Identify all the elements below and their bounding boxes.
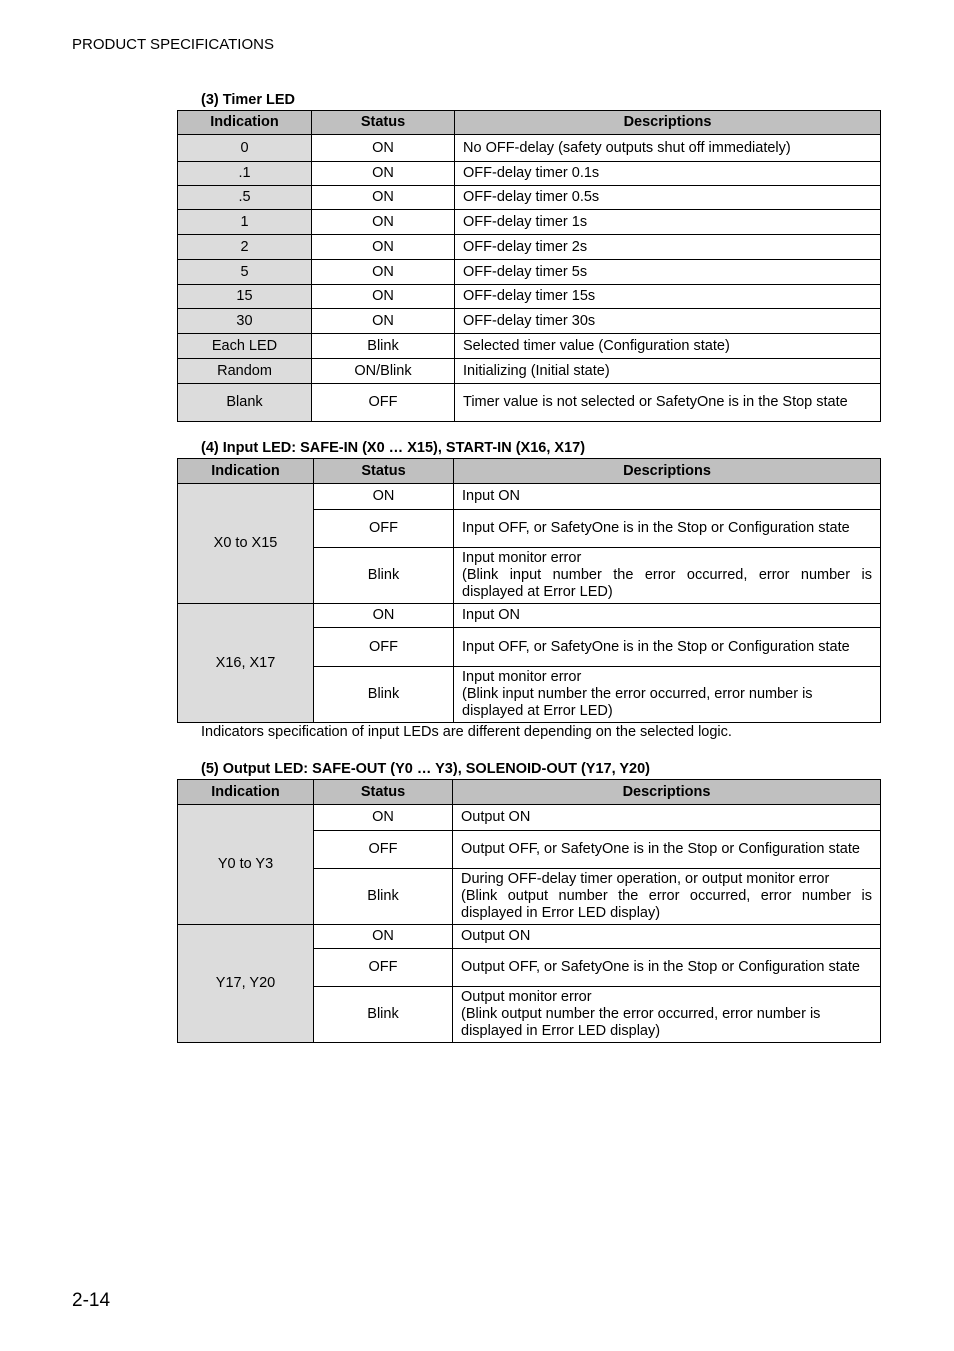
description-cell: OFF-delay timer 5s xyxy=(455,260,881,285)
status-cell: Blink xyxy=(312,334,455,359)
table-header-row xyxy=(178,780,881,805)
indication-cell: 5 xyxy=(178,260,312,285)
descriptions-header: Descriptions xyxy=(455,111,881,135)
descriptions-header: Descriptions xyxy=(454,459,881,484)
indication-cell: 15 xyxy=(178,285,312,309)
description-cell xyxy=(454,667,881,723)
table-row xyxy=(178,260,881,285)
indication-header: Indication xyxy=(178,459,314,484)
table-row xyxy=(178,604,881,628)
indication-cell: X16, X17 xyxy=(178,604,314,723)
description-cell: Initializing (Initial state) xyxy=(455,359,881,384)
status-cell: ON xyxy=(312,162,455,186)
description-line: Input monitor error xyxy=(462,669,582,685)
status-cell: ON xyxy=(312,135,455,162)
table-row xyxy=(178,162,881,186)
status-header: Status xyxy=(312,111,455,135)
table-row xyxy=(178,805,881,831)
table-row xyxy=(178,334,881,359)
output-led-title: (5) Output LED: SAFE-OUT (Y0 … Y3), SOLENOID-OUT (Y17, Y20) xyxy=(201,761,651,777)
description-cell: Timer value is not selected or SafetyOne is in the Stop state xyxy=(455,384,881,422)
status-header: Status xyxy=(314,780,453,805)
status-header: Status xyxy=(314,459,454,484)
description-cell: Output ON xyxy=(453,805,881,831)
status-cell: Blink xyxy=(314,987,453,1043)
description-cell: Input OFF, or SafetyOne is in the Stop or Configuration state xyxy=(454,510,881,548)
description-line: Output monitor error xyxy=(461,989,592,1005)
status-cell: Blink xyxy=(314,667,454,723)
status-cell: OFF xyxy=(314,510,454,548)
status-cell: OFF xyxy=(314,949,453,987)
description-cell xyxy=(453,869,881,925)
indication-header: Indication xyxy=(178,111,312,135)
description-cell xyxy=(453,987,881,1043)
description-cell: Selected timer value (Configuration state) xyxy=(455,334,881,359)
table-row xyxy=(178,925,881,949)
indication-cell: Each LED xyxy=(178,334,312,359)
table-row xyxy=(178,484,881,510)
timer-led-table xyxy=(177,110,881,422)
status-cell: OFF xyxy=(314,628,454,667)
table-row xyxy=(178,210,881,235)
indication-cell: 2 xyxy=(178,235,312,260)
status-cell: Blink xyxy=(314,548,454,604)
description-cell: No OFF-delay (safety outputs shut off immediately) xyxy=(455,135,881,162)
description-cell: Output OFF, or SafetyOne is in the Stop or Configuration state xyxy=(453,949,881,987)
status-cell: OFF xyxy=(314,831,453,869)
description-cell: OFF-delay timer 1s xyxy=(455,210,881,235)
description-cell: Output OFF, or SafetyOne is in the Stop or Configuration state xyxy=(453,831,881,869)
description-cell: Input OFF, or SafetyOne is in the Stop or Configuration state xyxy=(454,628,881,667)
indication-cell: Random xyxy=(178,359,312,384)
status-cell: ON xyxy=(314,604,454,628)
table-row xyxy=(178,285,881,309)
indication-cell: Blank xyxy=(178,384,312,422)
status-cell: ON xyxy=(312,285,455,309)
description-detail: (Blink input number the error occurred, error number is displayed at Error LED) xyxy=(462,567,872,600)
description-cell: Input ON xyxy=(454,604,881,628)
description-detail: (Blink input number the error occurred, error number is displayed at Error LED) xyxy=(462,686,813,719)
page-header: PRODUCT SPECIFICATIONS xyxy=(72,36,274,53)
description-cell: Input ON xyxy=(454,484,881,510)
status-cell: ON xyxy=(312,260,455,285)
description-cell xyxy=(454,548,881,604)
indication-cell: 0 xyxy=(178,135,312,162)
description-cell: OFF-delay timer 30s xyxy=(455,309,881,334)
description-cell: OFF-delay timer 15s xyxy=(455,285,881,309)
description-cell: OFF-delay timer 0.1s xyxy=(455,162,881,186)
input-led-title: (4) Input LED: SAFE-IN (X0 … X15), START-IN (X16, X17) xyxy=(201,440,586,456)
status-cell: Blink xyxy=(314,869,453,925)
status-cell: ON xyxy=(312,210,455,235)
status-cell: ON xyxy=(312,309,455,334)
description-cell: OFF-delay timer 2s xyxy=(455,235,881,260)
description-detail: (Blink output number the error occurred, error number is displayed in Error LED display) xyxy=(461,888,872,921)
table-row xyxy=(178,309,881,334)
description-line: Input monitor error xyxy=(462,550,582,566)
status-cell: ON xyxy=(314,805,453,831)
indication-cell: .1 xyxy=(178,162,312,186)
status-cell: ON xyxy=(312,186,455,210)
indication-cell: X0 to X15 xyxy=(178,484,314,604)
indication-header: Indication xyxy=(178,780,314,805)
table-row xyxy=(178,235,881,260)
table-header-row xyxy=(178,459,881,484)
table-row xyxy=(178,186,881,210)
status-cell: ON xyxy=(314,484,454,510)
descriptions-header: Descriptions xyxy=(453,780,881,805)
status-cell: ON xyxy=(312,235,455,260)
indication-cell: Y17, Y20 xyxy=(178,925,314,1043)
output-led-table xyxy=(177,779,881,1043)
timer-led-title: (3) Timer LED xyxy=(201,92,296,108)
description-detail: (Blink output number the error occurred, error number is displayed in Error LED display) xyxy=(461,1006,821,1039)
status-cell: ON/Blink xyxy=(312,359,455,384)
table-row xyxy=(178,135,881,162)
table-header-row xyxy=(178,111,881,135)
indication-cell: 30 xyxy=(178,309,312,334)
indication-cell: Y0 to Y3 xyxy=(178,805,314,925)
page-number: 2-14 xyxy=(72,1290,111,1311)
input-led-note: Indicators specification of input LEDs are different depending on the selected logic. xyxy=(201,724,732,740)
table-row xyxy=(178,359,881,384)
table-row xyxy=(178,384,881,422)
status-cell: OFF xyxy=(312,384,455,422)
description-cell: OFF-delay timer 0.5s xyxy=(455,186,881,210)
indication-cell: 1 xyxy=(178,210,312,235)
description-line: During OFF-delay timer operation, or output monitor error xyxy=(461,871,830,887)
status-cell: ON xyxy=(314,925,453,949)
indication-cell: .5 xyxy=(178,186,312,210)
input-led-table xyxy=(177,458,881,723)
description-cell: Output ON xyxy=(453,925,881,949)
